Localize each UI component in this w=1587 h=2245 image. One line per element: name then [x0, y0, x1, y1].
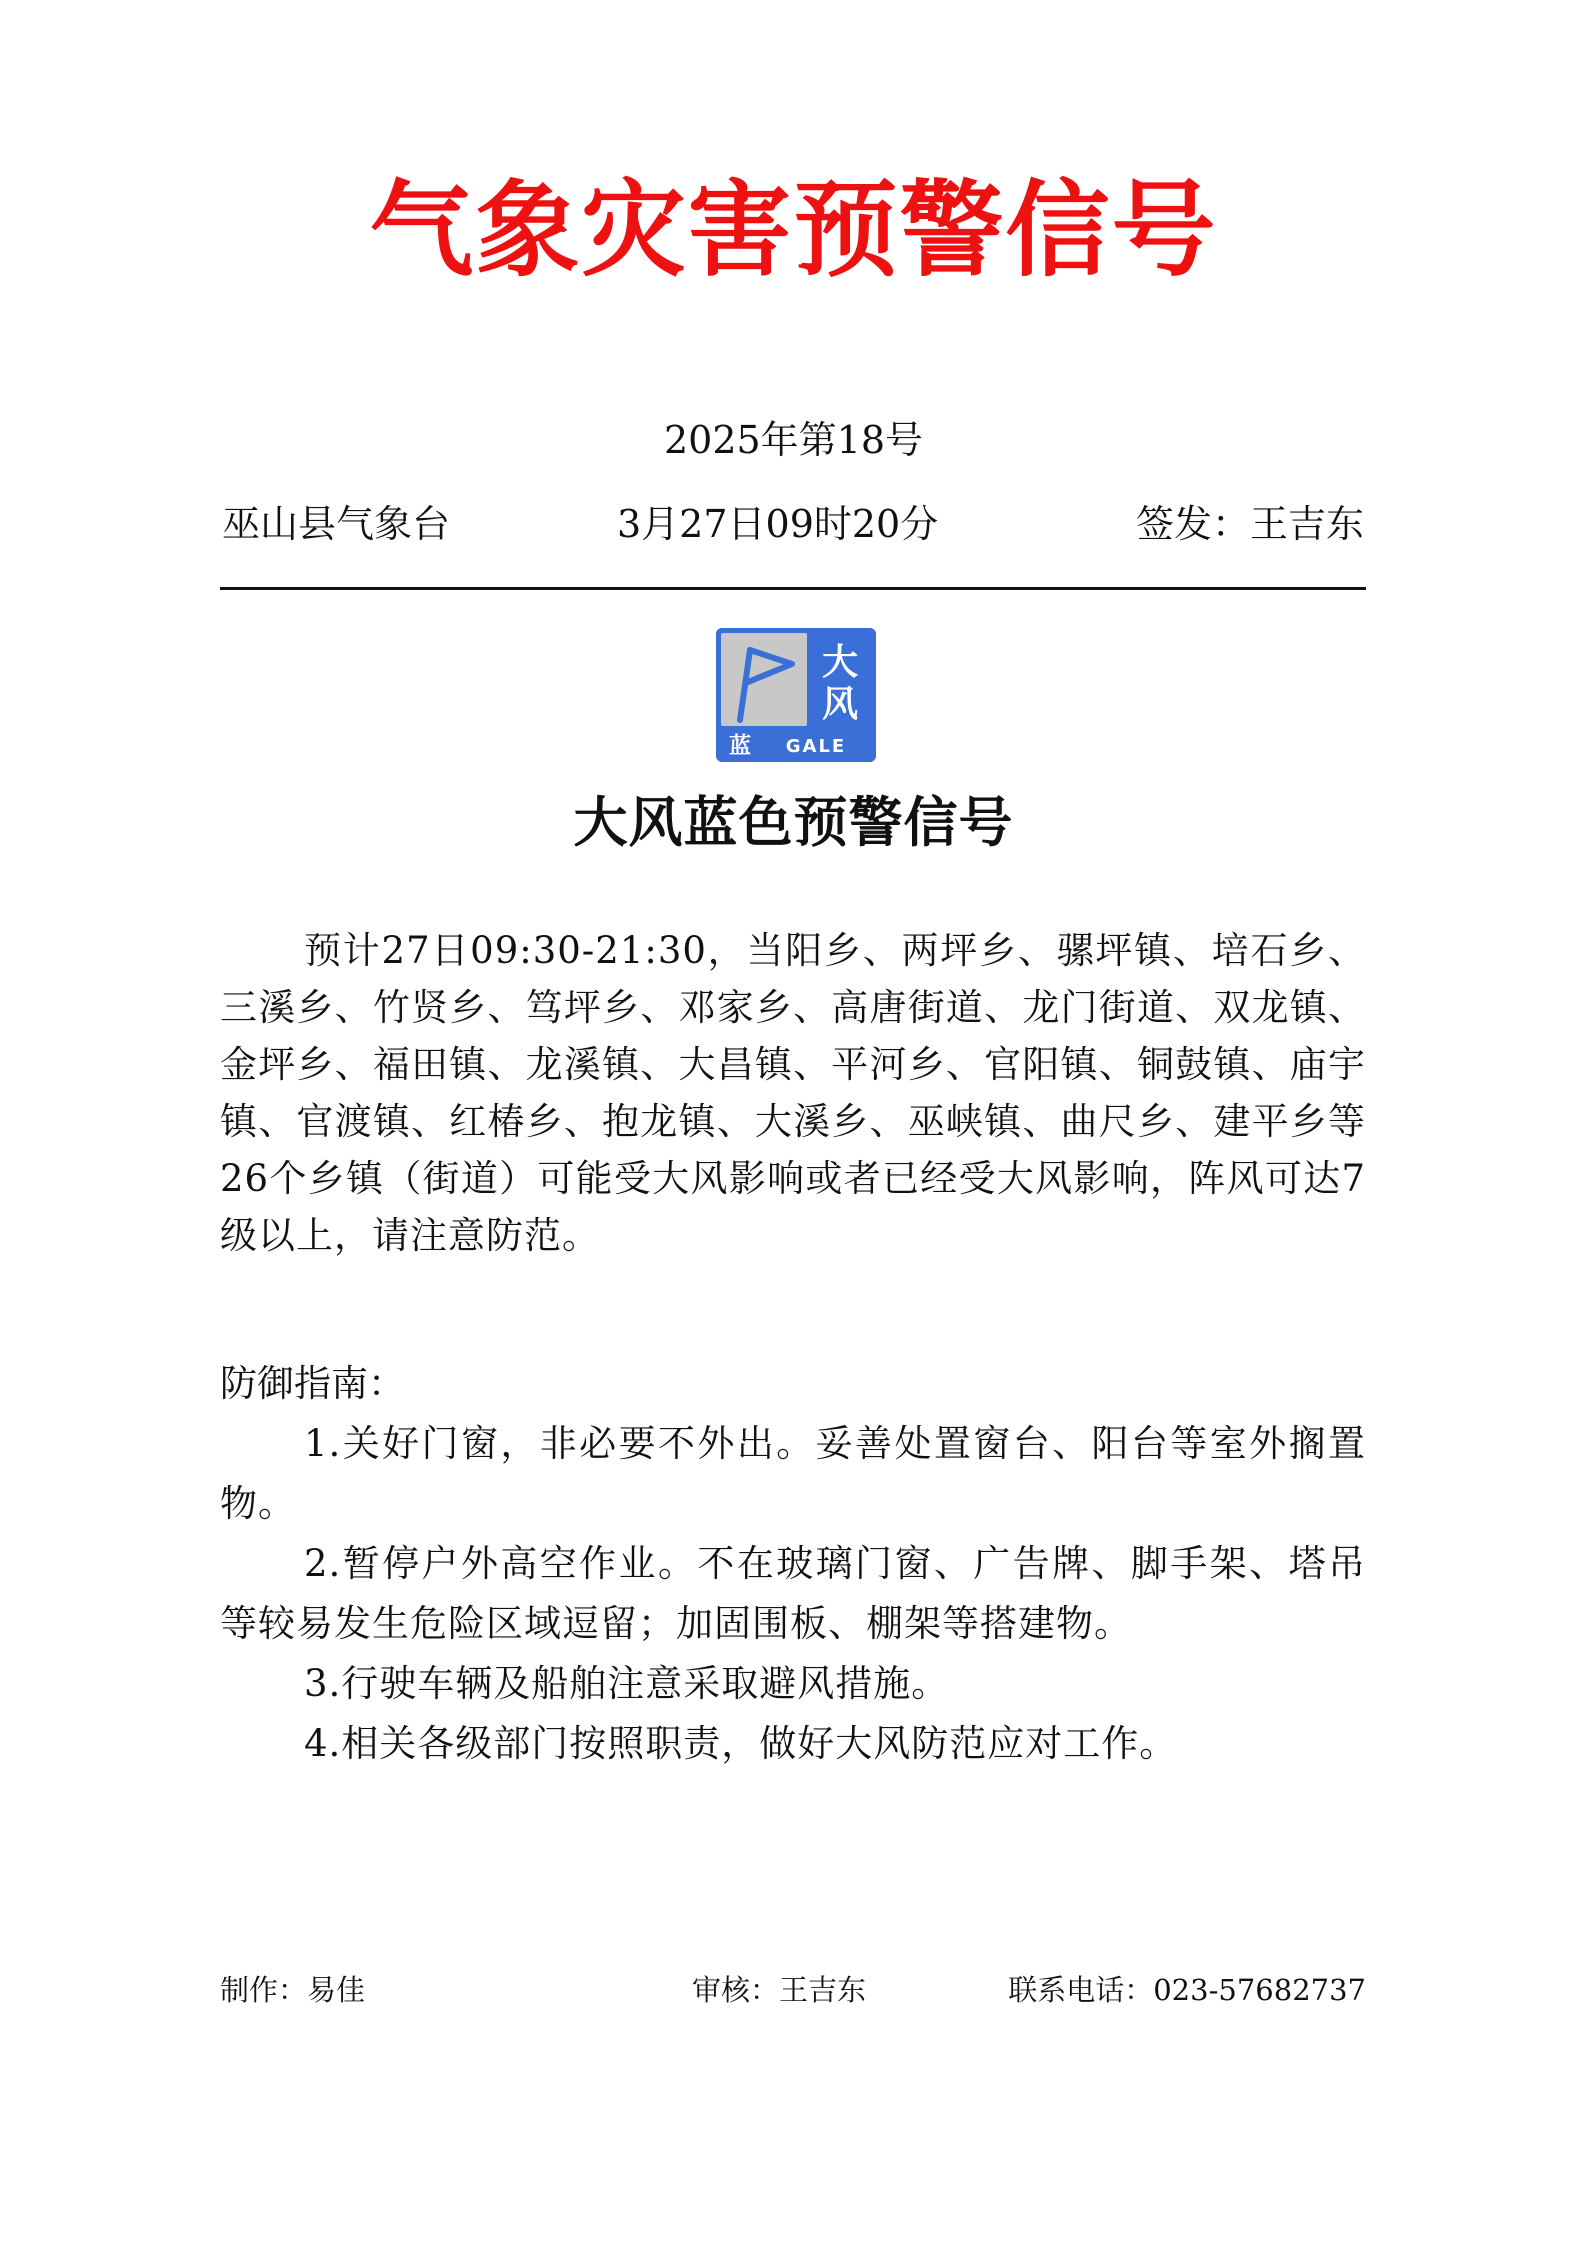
- guide-heading: 防御指南：: [220, 1362, 405, 1405]
- guide-item: 4.相关各级部门按照职责，做好大风防范应对工作。: [304, 1722, 1178, 1765]
- signal-panel: [721, 633, 807, 726]
- icon-label-big: 大: [821, 642, 859, 683]
- gale-blue-signal-icon: [716, 628, 876, 762]
- meta-row: [222, 496, 1364, 552]
- footer-reviewer: 审核：王吉东: [692, 1973, 867, 2007]
- guide-item: 3.行驶车辆及船舶注意采取避风措施。: [304, 1662, 950, 1705]
- header-divider: [220, 587, 1366, 590]
- issue-number: 2025年第18号: [663, 418, 924, 462]
- icon-label-wind: 风: [821, 684, 859, 725]
- main-title: 气象灾害预警信号: [369, 168, 1218, 291]
- station-name: 巫山县气象台: [222, 502, 451, 546]
- icon-label-level: 蓝: [728, 734, 752, 759]
- footer: [220, 1966, 1366, 2014]
- icon-label-en: GALE: [785, 736, 847, 757]
- signal-title: 大风蓝色预警信号: [573, 790, 1014, 854]
- guide-item: 1.关好门窗，非必要不外出。妥善处置窗台、阳台等室外搁置物。: [220, 1422, 1366, 1525]
- footer-contact: 联系电话：023-57682737: [1008, 1973, 1366, 2007]
- guide-item: 2.暂停户外高空作业。不在玻璃门窗、广告牌、脚手架、塔吊等较易发生危险区域逗留；加固围板、棚架等搭建物。: [220, 1542, 1366, 1645]
- issue-time: 3月27日09时20分: [617, 502, 939, 546]
- signer: 签发：王吉东: [1135, 502, 1364, 546]
- forecast-paragraph: 预计27日09:30-21:30，当阳乡、两坪乡、骡坪镇、培石乡、三溪乡、竹贤乡、笃坪乡、邓家乡、高唐街道、龙门街道、双龙镇、金坪乡、福田镇、龙溪镇、大昌镇、平河乡、官阳镇、铜鼓镇、庙宇镇、官渡镇、红椿乡、抱龙镇、大溪乡、巫峡镇、曲尺乡、建平乡等26个乡镇（街道）可能受大风影响或者已经受大风影响，阵风可达7级以上，请注意防范。: [220, 929, 1366, 1257]
- guide-list: [220, 1414, 1366, 1774]
- footer-maker: 制作：易佳: [220, 1973, 366, 2007]
